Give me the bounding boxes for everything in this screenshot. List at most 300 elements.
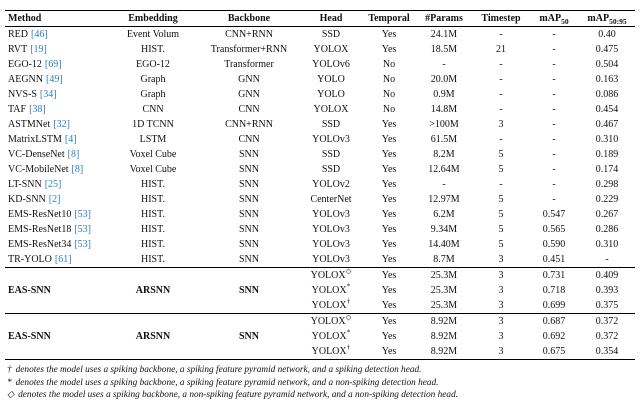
- map50-cell: 0.547: [542, 209, 566, 220]
- table-row: [5, 192, 635, 207]
- column-header-subscript: 50:95: [609, 17, 627, 26]
- backbone-cell: SNN: [238, 239, 259, 250]
- method-cell: [5, 283, 107, 298]
- map50-cell: -: [552, 164, 556, 175]
- method-name: VC-DenseNet: [8, 149, 65, 160]
- citation-link[interactable]: [53]: [74, 209, 92, 220]
- method-name: TAF: [8, 104, 27, 115]
- embedding-cell: ARSNN: [135, 331, 171, 342]
- timestep-cell: 3: [498, 300, 504, 311]
- head-label: SSD: [321, 164, 341, 175]
- column-header-subscript: 50: [561, 17, 569, 26]
- map50-cell: 0.692: [542, 331, 566, 342]
- method-name: EAS-SNN: [8, 331, 51, 342]
- column-header: [473, 11, 529, 27]
- timestep-cell: 3: [498, 285, 504, 296]
- backbone-cell: SNN: [238, 209, 259, 220]
- map5095-cell: 0.40: [598, 29, 616, 40]
- temporal-cell: No: [382, 89, 396, 100]
- head-label: YOLO: [317, 89, 345, 100]
- map50-cell: 0.675: [542, 346, 566, 357]
- citation-link[interactable]: [38]: [29, 104, 46, 115]
- head-cell: [299, 283, 363, 298]
- params-cell: 8.92M: [415, 314, 473, 330]
- backbone-cell: Transformer+RNN: [210, 44, 288, 55]
- timestep-cell: -: [499, 104, 503, 115]
- head-label: YOLOX: [310, 316, 346, 327]
- map5095-cell: 0.229: [595, 194, 619, 205]
- citation-link[interactable]: [53]: [74, 224, 92, 235]
- method-cell: [5, 102, 107, 117]
- params-cell: 8.7M: [433, 254, 455, 265]
- table-head: [5, 11, 635, 27]
- map50-cell: 0.565: [542, 224, 566, 235]
- method-name: ASTMNet: [8, 119, 51, 130]
- method-name: AEGNN: [8, 74, 43, 85]
- column-header-label: mAP: [539, 13, 562, 24]
- backbone-cell: [199, 344, 299, 360]
- head-label: YOLOX: [313, 104, 349, 115]
- params-cell: 14.8M: [430, 104, 458, 115]
- timestep-cell: 5: [498, 194, 504, 205]
- column-header-label: mAP: [587, 13, 610, 24]
- embedding-cell: LSTM: [139, 134, 167, 145]
- head-cell: [299, 87, 363, 102]
- timestep-cell: 3: [498, 331, 504, 342]
- embedding-cell: [107, 298, 199, 314]
- method-name: EMS-ResNet18: [8, 224, 72, 235]
- head-cell: [299, 192, 363, 207]
- backbone-cell: SNN: [238, 149, 259, 160]
- footnote-dagger: [7, 364, 633, 377]
- head-variant-symbol: ◇: [345, 267, 352, 276]
- citation-link[interactable]: [53]: [74, 239, 92, 250]
- results-table: [5, 10, 635, 360]
- timestep-cell: 5: [498, 224, 504, 235]
- table-row: [5, 283, 635, 298]
- map5095-cell: 0.174: [595, 164, 619, 175]
- head-label: SSD: [321, 119, 341, 130]
- backbone-cell: SNN: [238, 224, 259, 235]
- params-cell: 14.40M: [428, 239, 460, 250]
- embedding-cell: [107, 344, 199, 360]
- embedding-cell: ARSNN: [135, 285, 171, 296]
- column-header: [199, 11, 299, 27]
- head-variant-symbol: *: [346, 329, 351, 337]
- table-row: [5, 298, 635, 314]
- column-header: [5, 11, 107, 27]
- params-cell: -: [442, 59, 446, 70]
- embedding-cell: 1D TCNN: [132, 119, 174, 130]
- head-label: SSD: [321, 149, 341, 160]
- temporal-cell: Yes: [381, 209, 397, 220]
- method-cell: [5, 222, 107, 237]
- params-cell: 8.92M: [430, 346, 458, 357]
- temporal-cell: Yes: [381, 331, 397, 342]
- citation-link[interactable]: [4]: [64, 134, 77, 145]
- column-header-label: Timestep: [481, 13, 521, 24]
- head-cell: [299, 162, 363, 177]
- column-header: [107, 11, 199, 27]
- backbone-cell: SNN: [238, 179, 259, 190]
- backbone-cell: CNN+RNN: [225, 119, 273, 130]
- citation-link[interactable]: [8]: [71, 164, 84, 175]
- embedding-cell: HIST.: [141, 254, 165, 265]
- temporal-cell: Yes: [381, 164, 397, 175]
- backbone-cell: GNN: [238, 74, 260, 85]
- timestep-cell: -: [499, 29, 503, 40]
- head-cell: [299, 147, 363, 162]
- head-variant-symbol: *: [346, 283, 351, 291]
- map5095-cell: 0.298: [595, 179, 619, 190]
- method-cell: [5, 192, 107, 207]
- backbone-cell: [199, 298, 299, 314]
- paper-table-page: [0, 10, 640, 414]
- temporal-cell: Yes: [381, 254, 397, 265]
- table-row: [5, 102, 635, 117]
- head-cell: [299, 117, 363, 132]
- star-symbol: *: [7, 377, 12, 388]
- head-label: YOLOX: [313, 44, 349, 55]
- timestep-cell: -: [499, 59, 503, 70]
- params-cell: 24.1M: [430, 29, 458, 40]
- method-name: RVT: [8, 44, 28, 55]
- table-row: [5, 268, 635, 284]
- column-header-label: Backbone: [227, 13, 271, 24]
- header-row: [5, 11, 635, 27]
- footnote-text: denotes the model uses a spiking backbone, a spiking feature pyramid network, and a non-spiking detection head.: [15, 377, 439, 388]
- backbone-cell: SNN: [238, 285, 259, 296]
- method-name: NVS-S: [8, 89, 37, 100]
- backbone-cell: SNN: [238, 254, 259, 265]
- params-cell: -: [442, 179, 446, 190]
- temporal-cell: Yes: [381, 44, 397, 55]
- head-label: YOLOv3: [312, 224, 350, 235]
- temporal-cell: No: [382, 74, 396, 85]
- map50-cell: -: [552, 179, 556, 190]
- column-header-label: Embedding: [128, 13, 178, 24]
- method-name: EMS-ResNet10: [8, 209, 72, 220]
- head-cell: [299, 57, 363, 72]
- head-label: SSD: [321, 29, 341, 40]
- head-cell: [299, 102, 363, 117]
- map5095-cell: 0.375: [595, 300, 619, 311]
- method-name: KD-SNN: [8, 194, 46, 205]
- params-cell: 61.5M: [430, 134, 458, 145]
- diamond-symbol: ◇: [7, 390, 15, 400]
- method-cell: [5, 72, 107, 87]
- map50-cell: -: [552, 119, 556, 130]
- map5095-cell: 0.454: [595, 104, 619, 115]
- method-cell: [5, 177, 107, 192]
- map5095-cell: -: [605, 254, 609, 265]
- method-cell: [5, 344, 107, 360]
- timestep-cell: 21: [496, 44, 506, 55]
- map5095-cell: 0.372: [595, 331, 619, 342]
- embedding-cell: Voxel Cube: [129, 164, 177, 175]
- head-label: YOLOX: [310, 270, 346, 281]
- temporal-cell: Yes: [363, 268, 415, 284]
- head-cell: [299, 207, 363, 222]
- map50-cell: -: [552, 29, 556, 40]
- timestep-cell: 3: [498, 346, 504, 357]
- table-row: [5, 147, 635, 162]
- timestep-cell: 5: [498, 164, 504, 175]
- params-cell: 18.5M: [430, 44, 458, 55]
- map5095-cell: 0.409: [579, 268, 635, 284]
- params-cell: 25.3M: [430, 285, 458, 296]
- head-cell: [299, 298, 363, 314]
- method-cell: [5, 147, 107, 162]
- timestep-cell: 3: [498, 119, 504, 130]
- column-header: [529, 11, 579, 27]
- backbone-cell: SNN: [238, 194, 259, 205]
- embedding-cell: HIST.: [141, 209, 165, 220]
- method-cell: [5, 268, 107, 284]
- footnote-text: denotes the model uses a spiking backbone, a spiking feature pyramid network, and a spiking detection head.: [15, 365, 422, 375]
- column-header: [363, 11, 415, 27]
- temporal-cell: Yes: [381, 29, 397, 40]
- map5095-cell: 0.467: [595, 119, 619, 130]
- params-cell: 12.64M: [428, 164, 460, 175]
- embedding-cell: Graph: [140, 89, 166, 100]
- method-name: EMS-ResNet34: [8, 239, 72, 250]
- embedding-cell: HIST.: [141, 194, 165, 205]
- footnotes: [7, 364, 633, 402]
- map5095-cell: 0.504: [595, 59, 619, 70]
- column-header-label: Method: [8, 13, 42, 24]
- column-header: [579, 11, 635, 27]
- method-name: EAS-SNN: [8, 285, 51, 296]
- table-row: [5, 329, 635, 344]
- table-row: [5, 132, 635, 147]
- map5095-cell: 0.354: [595, 346, 619, 357]
- method-name: RED: [8, 29, 28, 40]
- method-cell: [5, 237, 107, 252]
- method-cell: [5, 57, 107, 72]
- method-cell: [5, 117, 107, 132]
- map50-cell: -: [552, 74, 556, 85]
- map5095-cell: 0.372: [579, 314, 635, 330]
- map5095-cell: 0.086: [595, 89, 619, 100]
- backbone-cell: SNN: [238, 331, 259, 342]
- temporal-cell: Yes: [363, 314, 415, 330]
- method-cell: [5, 42, 107, 57]
- citation-link[interactable]: [32]: [53, 119, 70, 130]
- citation-link[interactable]: [69]: [44, 59, 62, 70]
- method-name: MatrixLSTM: [8, 134, 62, 145]
- map50-cell: -: [552, 44, 556, 55]
- timestep-cell: 5: [498, 239, 504, 250]
- embedding-cell: EGO-12: [136, 59, 170, 70]
- params-cell: 0.9M: [433, 89, 455, 100]
- citation-link[interactable]: [46]: [31, 29, 48, 40]
- method-cell: [5, 27, 107, 43]
- temporal-cell: Yes: [381, 285, 397, 296]
- map5095-cell: 0.286: [595, 224, 619, 235]
- params-cell: 20.0M: [430, 74, 458, 85]
- temporal-cell: Yes: [381, 300, 397, 311]
- map5095-cell: 0.310: [595, 239, 619, 250]
- column-header-label: #Params: [425, 13, 463, 24]
- temporal-cell: No: [382, 59, 396, 70]
- method-cell: [5, 207, 107, 222]
- column-header: [415, 11, 473, 27]
- method-cell: [5, 252, 107, 268]
- citation-link[interactable]: [49]: [46, 74, 63, 85]
- embedding-cell: Graph: [140, 74, 166, 85]
- backbone-cell: [199, 314, 299, 330]
- head-label: YOLOv3: [312, 239, 350, 250]
- head-label: YOLOv2: [312, 179, 350, 190]
- map50-cell: 0.731: [529, 268, 579, 284]
- temporal-cell: Yes: [381, 149, 397, 160]
- head-cell: [299, 27, 363, 43]
- head-cell: [299, 329, 363, 344]
- method-cell: [5, 298, 107, 314]
- column-header-label: Temporal: [368, 13, 410, 24]
- backbone-cell: CNN+RNN: [225, 29, 273, 40]
- table-row: [5, 57, 635, 72]
- embedding-cell: HIST.: [141, 44, 165, 55]
- table-row: [5, 42, 635, 57]
- head-cell: [299, 314, 363, 330]
- citation-link[interactable]: [61]: [54, 254, 72, 265]
- column-header: [299, 11, 363, 27]
- embedding-cell: HIST.: [141, 224, 165, 235]
- embedding-cell: [107, 314, 199, 330]
- head-variant-symbol: †: [346, 298, 351, 306]
- backbone-cell: SNN: [238, 164, 259, 175]
- table-row: [5, 314, 635, 330]
- method-cell: [5, 329, 107, 344]
- table-row: [5, 162, 635, 177]
- head-cell: [299, 72, 363, 87]
- map50-cell: -: [552, 104, 556, 115]
- head-label: YOLOv3: [312, 134, 350, 145]
- citation-link[interactable]: [19]: [30, 44, 47, 55]
- method-name: LT-SNN: [8, 179, 42, 190]
- head-label: YOLOX: [311, 300, 347, 311]
- map5095-cell: 0.163: [595, 74, 619, 85]
- map5095-cell: 0.475: [595, 44, 619, 55]
- timestep-cell: 3: [498, 254, 504, 265]
- embedding-cell: Voxel Cube: [129, 149, 177, 160]
- map5095-cell: 0.189: [595, 149, 619, 160]
- table-row: [5, 344, 635, 360]
- params-cell: 8.2M: [433, 149, 455, 160]
- column-header-label: Head: [319, 13, 343, 24]
- head-cell: [299, 222, 363, 237]
- head-cell: [299, 268, 363, 284]
- timestep-cell: 5: [498, 209, 504, 220]
- params-cell: >100M: [429, 119, 459, 130]
- table-row: [5, 237, 635, 252]
- head-cell: [299, 42, 363, 57]
- backbone-cell: [199, 268, 299, 284]
- temporal-cell: Yes: [381, 119, 397, 130]
- timestep-cell: -: [499, 134, 503, 145]
- head-cell: [299, 132, 363, 147]
- citation-link[interactable]: [25]: [44, 179, 62, 190]
- head-cell: [299, 344, 363, 360]
- method-cell: [5, 87, 107, 102]
- method-cell: [5, 162, 107, 177]
- map50-cell: 0.687: [529, 314, 579, 330]
- embedding-cell: HIST.: [141, 239, 165, 250]
- timestep-cell: 3: [473, 314, 529, 330]
- method-name: VC-MobileNet: [8, 164, 69, 175]
- map50-cell: -: [552, 59, 556, 70]
- head-label: YOLOX: [311, 285, 347, 296]
- params-cell: 12.97M: [428, 194, 460, 205]
- embedding-cell: Event Volum: [126, 29, 180, 40]
- footnote-star: [7, 377, 633, 390]
- timestep-cell: -: [499, 89, 503, 100]
- dagger-symbol: †: [7, 365, 12, 375]
- head-label: YOLOv3: [312, 209, 350, 220]
- head-label: YOLOX: [311, 346, 347, 357]
- table-row: [5, 87, 635, 102]
- head-cell: [299, 252, 363, 268]
- params-cell: 9.34M: [430, 224, 458, 235]
- table-body: [5, 27, 635, 360]
- params-cell: 25.3M: [415, 268, 473, 284]
- backbone-cell: Transformer: [224, 59, 274, 70]
- head-label: YOLOv6: [312, 59, 350, 70]
- map50-cell: 0.590: [542, 239, 566, 250]
- params-cell: 25.3M: [430, 300, 458, 311]
- head-label: CenterNet: [310, 194, 352, 205]
- method-name: EGO-12: [8, 59, 42, 70]
- head-cell: [299, 237, 363, 252]
- table-row: [5, 177, 635, 192]
- map50-cell: -: [552, 194, 556, 205]
- citation-link[interactable]: [2]: [48, 194, 61, 205]
- timestep-cell: -: [499, 179, 503, 190]
- embedding-cell: CNN: [142, 104, 164, 115]
- temporal-cell: Yes: [381, 224, 397, 235]
- footnote-text: denotes the model uses a spiking backbone, a non-spiking feature pyramid network, and a non-spiking detection head.: [18, 390, 459, 400]
- embedding-cell: [107, 268, 199, 284]
- table-row: [5, 252, 635, 268]
- table-row: [5, 117, 635, 132]
- temporal-cell: Yes: [381, 346, 397, 357]
- temporal-cell: Yes: [381, 134, 397, 145]
- map50-cell: -: [552, 134, 556, 145]
- head-variant-symbol: ◇: [345, 313, 352, 322]
- map5095-cell: 0.267: [595, 209, 619, 220]
- temporal-cell: Yes: [381, 179, 397, 190]
- citation-link[interactable]: [8]: [67, 149, 80, 160]
- map50-cell: 0.451: [542, 254, 566, 265]
- head-label: YOLO: [317, 74, 345, 85]
- map5095-cell: 0.393: [595, 285, 619, 296]
- head-label: YOLOX: [311, 331, 347, 342]
- citation-link[interactable]: [34]: [39, 89, 57, 100]
- method-cell: [5, 132, 107, 147]
- backbone-cell: GNN: [238, 89, 260, 100]
- temporal-cell: Yes: [381, 194, 397, 205]
- timestep-cell: -: [499, 74, 503, 85]
- params-cell: 8.92M: [430, 331, 458, 342]
- map50-cell: 0.699: [542, 300, 566, 311]
- head-variant-symbol: †: [346, 344, 351, 352]
- embedding-cell: HIST.: [141, 179, 165, 190]
- map50-cell: -: [552, 89, 556, 100]
- footnote-diamond: [7, 389, 633, 402]
- backbone-cell: CNN: [238, 134, 260, 145]
